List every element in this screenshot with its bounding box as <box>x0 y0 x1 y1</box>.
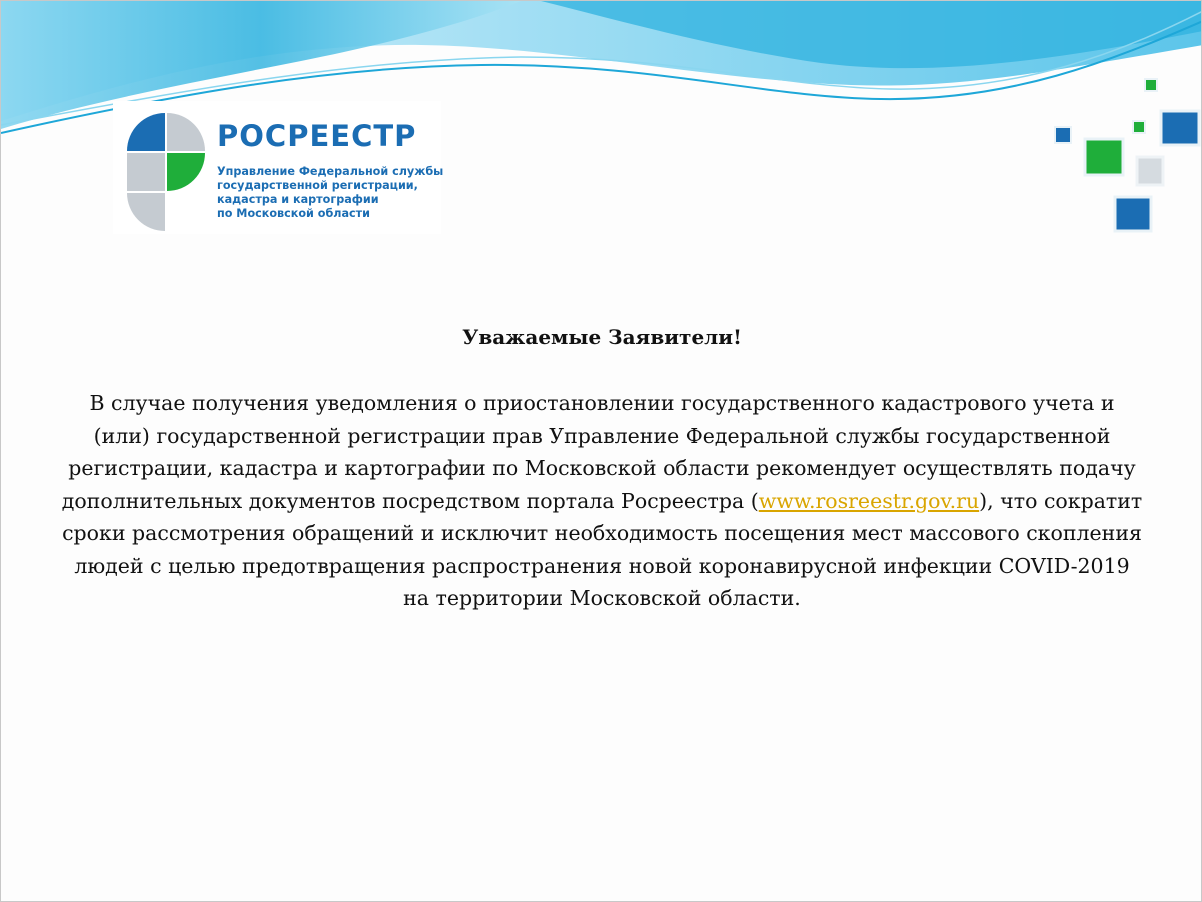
rosreestr-logo <box>113 101 444 234</box>
logo-subtitle <box>217 165 447 221</box>
notice-text-block <box>61 323 1143 615</box>
notice-text-after-link: ), что сократит сроки рассмотрения обращений и исключит необходимость посещения мест массового скопления людей с целью предотвращения распространения новой коронавирусной инфекции COVID-2019 на территории Московской области. <box>62 488 1143 610</box>
rosreestr-portal-link[interactable]: www.rosreestr.gov.ru <box>758 488 980 513</box>
notice-paragraph <box>61 387 1143 615</box>
logo-title: РОСРЕЕСТР <box>217 119 417 153</box>
logo-subtitle-line: государственной регистрации, <box>217 179 418 192</box>
logo-subtitle-line: по Московской области <box>217 207 370 220</box>
notice-heading: Уважаемые Заявители! <box>462 325 742 349</box>
logo-subtitle-line: кадастра и картографии <box>217 193 379 206</box>
decorative-squares <box>1049 71 1202 236</box>
logo-subtitle-line: Управление Федеральной службы <box>217 165 444 178</box>
notice-text-before-link: В случае получения уведомления о приостановлении государственного кадастрового учета и (или) государственной регистрации прав Управление Федеральной службы государственной регистрации, кадастра и картографии по Московской области рекомендует осуществлять подачу дополнительных документов посредством портала Росреестра ( <box>61 391 1136 513</box>
rosreestr-emblem-icon <box>127 113 205 231</box>
